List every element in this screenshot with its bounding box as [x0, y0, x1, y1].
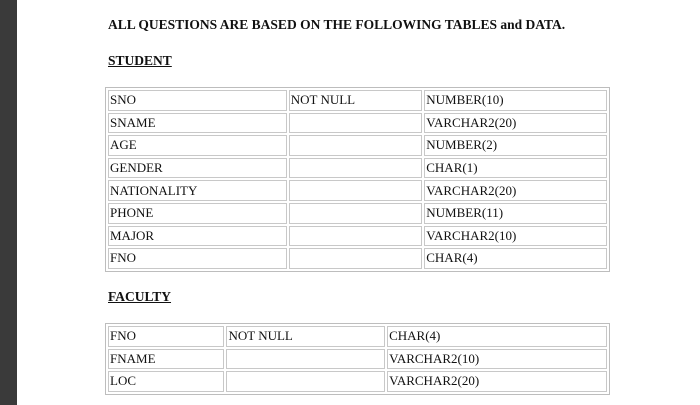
student-table-title: STUDENT: [108, 53, 172, 68]
column-name-cell: FNAME: [108, 349, 224, 370]
faculty-schema-table: [105, 323, 610, 395]
constraint-cell: [226, 371, 385, 392]
table-row: [108, 113, 607, 134]
constraint-cell: [289, 248, 423, 269]
data-type-cell: VARCHAR2(10): [387, 349, 607, 370]
data-type-cell: NUMBER(11): [424, 203, 607, 224]
column-name-cell: PHONE: [108, 203, 287, 224]
data-type-cell: CHAR(4): [387, 326, 607, 347]
constraint-cell: NOT NULL: [289, 90, 423, 111]
constraint-cell: [289, 203, 423, 224]
constraint-cell: [226, 349, 385, 370]
faculty-table-title: FACULTY: [108, 289, 172, 304]
column-name-cell: MAJOR: [108, 226, 287, 247]
constraint-cell: [289, 158, 423, 179]
column-name-cell: SNAME: [108, 113, 287, 134]
student-schema-table: [105, 87, 610, 272]
table-row: [108, 349, 607, 370]
page-heading: ALL QUESTIONS ARE BASED ON THE FOLLOWING TABLES and DATA.: [108, 17, 566, 32]
table-row: [108, 326, 607, 347]
data-type-cell: VARCHAR2(20): [424, 113, 607, 134]
column-name-cell: NATIONALITY: [108, 180, 287, 201]
column-name-cell: SNO: [108, 90, 287, 111]
column-name-cell: AGE: [108, 135, 287, 156]
constraint-cell: [289, 135, 423, 156]
constraint-cell: [289, 180, 423, 201]
table-row: [108, 180, 607, 201]
data-type-cell: VARCHAR2(10): [424, 226, 607, 247]
data-type-cell: NUMBER(10): [424, 90, 607, 111]
table-row: [108, 226, 607, 247]
table-row: [108, 158, 607, 179]
data-type-cell: VARCHAR2(20): [387, 371, 607, 392]
column-name-cell: LOC: [108, 371, 224, 392]
data-type-cell: VARCHAR2(20): [424, 180, 607, 201]
column-name-cell: FNO: [108, 248, 287, 269]
data-type-cell: CHAR(1): [424, 158, 607, 179]
constraint-cell: NOT NULL: [226, 326, 385, 347]
table-row: [108, 135, 607, 156]
table-row: [108, 90, 607, 111]
table-row: [108, 203, 607, 224]
constraint-cell: [289, 226, 423, 247]
column-name-cell: GENDER: [108, 158, 287, 179]
table-row: [108, 248, 607, 269]
data-type-cell: CHAR(4): [424, 248, 607, 269]
table-row: [108, 371, 607, 392]
column-name-cell: FNO: [108, 326, 224, 347]
left-edge-bar: [0, 0, 17, 405]
data-type-cell: NUMBER(2): [424, 135, 607, 156]
constraint-cell: [289, 113, 423, 134]
